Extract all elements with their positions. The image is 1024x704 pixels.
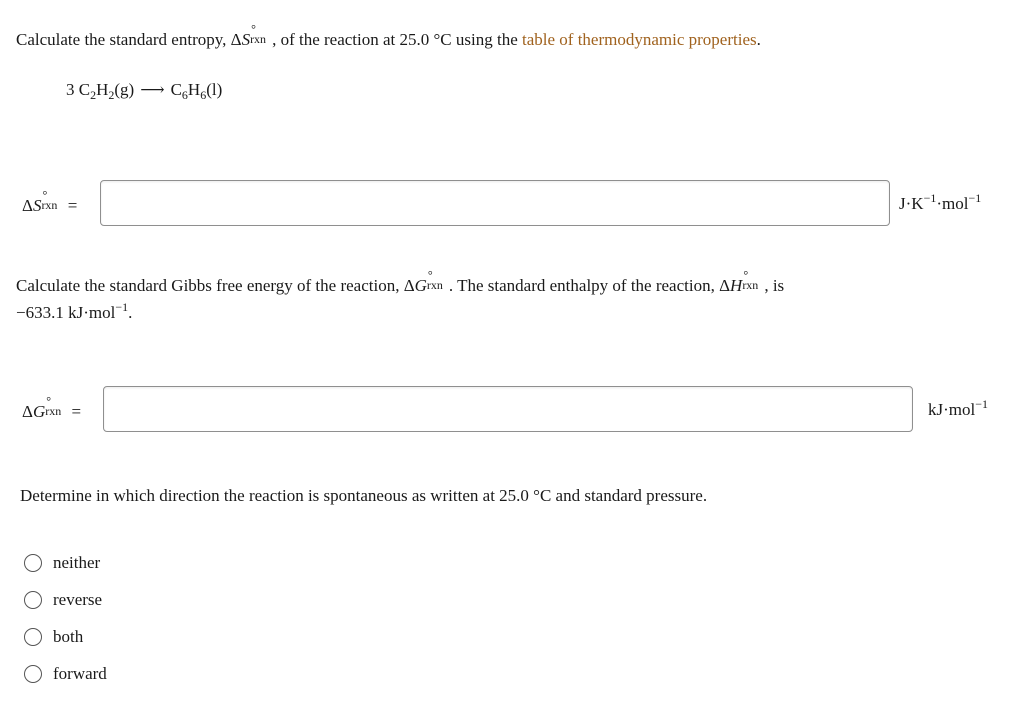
option-both[interactable]: both (24, 624, 83, 650)
delta-g-input[interactable] (103, 386, 913, 432)
question-2-enthalpy: −633.1 kJ·mol$^{-1}$. (16, 300, 133, 322)
reaction-arrow-icon: ⟶ (140, 80, 165, 99)
option-reverse[interactable]: reverse (24, 587, 102, 613)
option-forward[interactable]: forward (24, 661, 107, 687)
delta-s-label: ΔS ° rxn = (22, 188, 78, 215)
thermo-table-link[interactable]: table of thermodynamic properties (522, 30, 757, 49)
question-3-text: Determine in which direction the reaction is spontaneous as written at 25.0 °C and standard pressure. (20, 486, 708, 505)
delta-s-unit: $J\cdot K^{-1}\cdot mol^{-1}$ (899, 191, 982, 213)
radio-circle-icon[interactable] (24, 591, 42, 609)
question-1-text: Calculate the standard entropy, ΔS ° rxn , of the reaction at 25.0 °C using the table of thermodynamic properties. (16, 22, 761, 49)
radio-circle-icon[interactable] (24, 554, 42, 572)
chemical-equation: 3 $C_2H_2(g)$ ⟶ $C_6H_6(l)$ (66, 80, 223, 102)
radio-circle-icon[interactable] (24, 665, 42, 683)
delta-g-unit: kJ·mol$^{-1}$ (928, 397, 989, 419)
option-neither[interactable]: neither (24, 550, 100, 576)
delta-s-input[interactable] (100, 180, 890, 226)
question-2-text: Calculate the standard Gibbs free energy of the reaction, ΔG ° rxn . The standard enthalpy of the reaction, ΔH ° rxn , is (16, 268, 785, 295)
delta-g-label: ΔG ° rxn = (22, 394, 82, 421)
radio-circle-icon[interactable] (24, 628, 42, 646)
